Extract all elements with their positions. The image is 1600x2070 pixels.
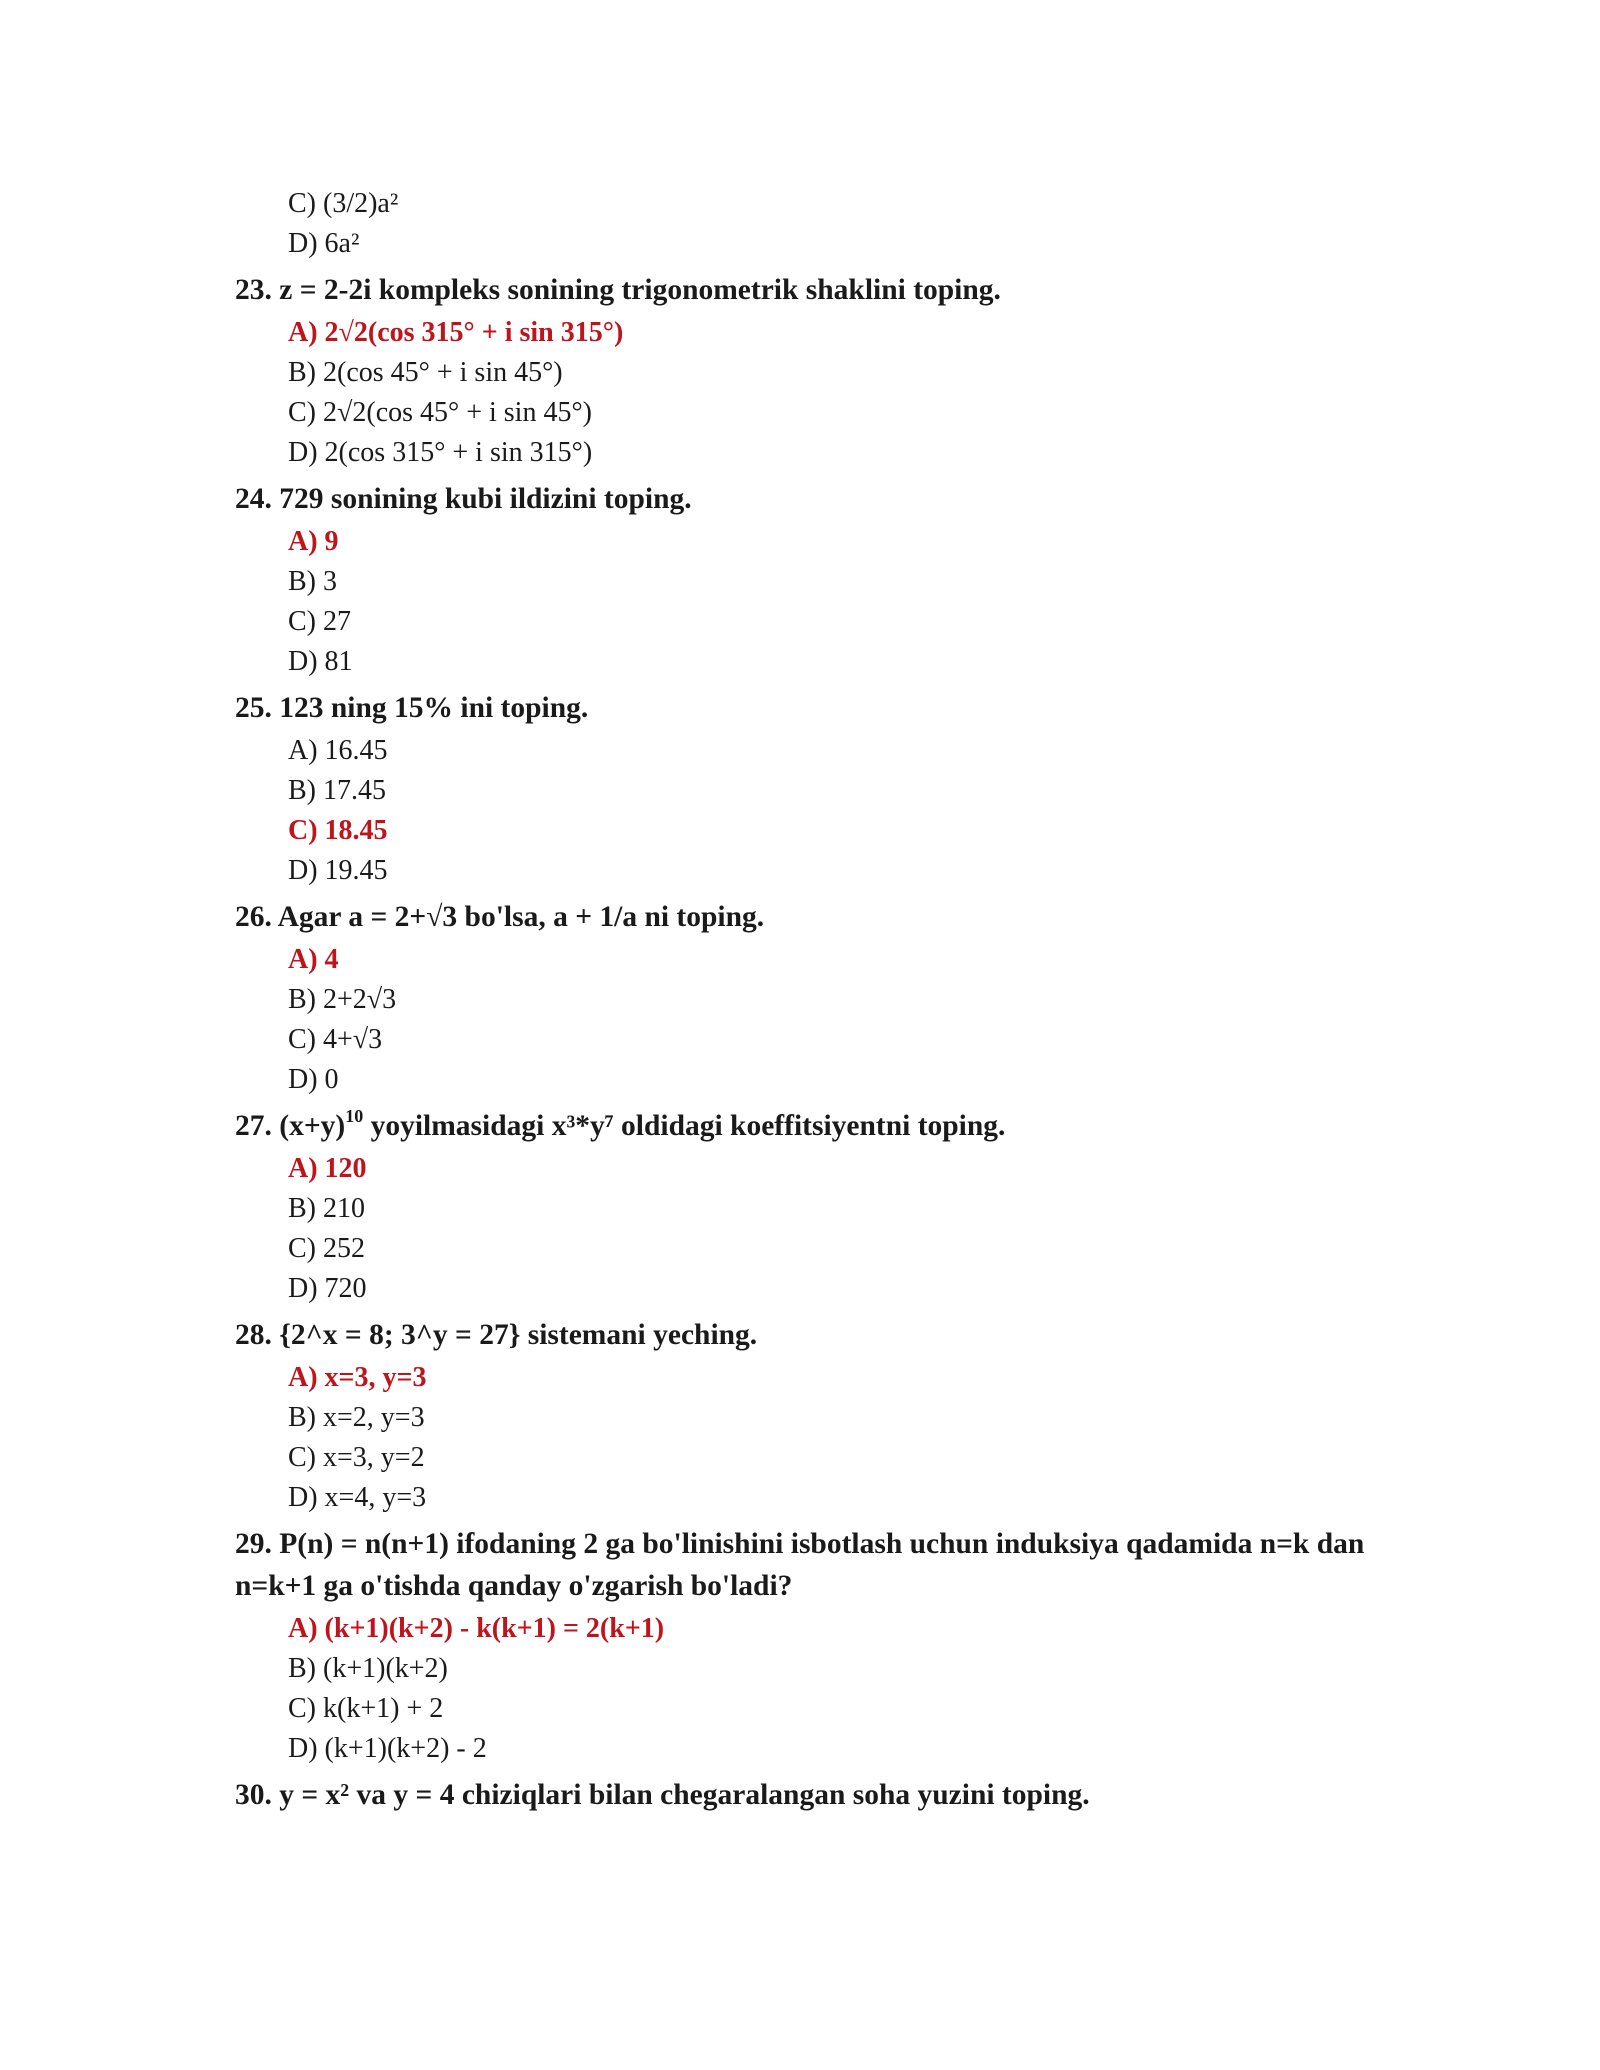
question-23-text bbox=[235, 269, 1365, 311]
question-text: 729 sonining kubi ildizini toping. bbox=[279, 483, 692, 515]
option-c: C) 4+√3 bbox=[288, 1024, 383, 1055]
option-d: D) 6a² bbox=[288, 228, 360, 259]
option-a: A) 16.45 bbox=[288, 735, 388, 766]
question-text: 123 ning 15% ini toping. bbox=[279, 692, 589, 724]
question-number: 28. bbox=[235, 1319, 272, 1351]
question-text: z = 2-2i kompleks sonining trigonometrik shaklini toping. bbox=[279, 274, 1001, 306]
option-d: D) 720 bbox=[288, 1273, 367, 1304]
question-24-text bbox=[235, 478, 1365, 520]
option-c: C) k(k+1) + 2 bbox=[288, 1693, 444, 1724]
question-number: 26. bbox=[235, 901, 272, 933]
option-c: C) x=3, y=2 bbox=[288, 1442, 425, 1473]
question-25-text bbox=[235, 687, 1365, 729]
question-number: 27. bbox=[235, 1110, 272, 1142]
question-number: 23. bbox=[235, 274, 272, 306]
exponent: 10 bbox=[345, 1106, 364, 1127]
question-text-start: (x+y) bbox=[279, 1110, 346, 1142]
option-b: B) 2+2√3 bbox=[288, 984, 397, 1015]
option-b: B) (k+1)(k+2) bbox=[288, 1653, 448, 1684]
option-c: C) (3/2)a² bbox=[288, 188, 399, 219]
question-29-text bbox=[235, 1523, 1365, 1607]
option-a-correct: A) x=3, y=3 bbox=[288, 1362, 427, 1393]
option-a-correct: A) 120 bbox=[288, 1153, 367, 1184]
question-text: Agar a = 2+√3 bo'lsa, a + 1/a ni toping. bbox=[277, 901, 765, 933]
option-b: B) x=2, y=3 bbox=[288, 1402, 425, 1433]
option-a-correct: A) (k+1)(k+2) - k(k+1) = 2(k+1) bbox=[288, 1613, 665, 1644]
question-30-text bbox=[235, 1774, 1365, 1816]
question-number: 29. bbox=[235, 1528, 272, 1560]
option-d: D) 81 bbox=[288, 646, 353, 677]
question-text: {2^x = 8; 3^y = 27} sistemani yeching. bbox=[279, 1319, 758, 1351]
question-28-text bbox=[235, 1314, 1365, 1356]
question-number: 25. bbox=[235, 692, 272, 724]
question-26-text bbox=[235, 896, 1365, 938]
option-a-correct: A) 4 bbox=[288, 944, 339, 975]
question-number: 24. bbox=[235, 483, 272, 515]
option-d: D) 2(cos 315° + i sin 315°) bbox=[288, 437, 593, 468]
question-text-end: yoyilmasidagi x³*y⁷ oldidagi koeffitsiyentni toping. bbox=[363, 1110, 1006, 1142]
option-c: C) 2√2(cos 45° + i sin 45°) bbox=[288, 397, 592, 428]
question-27-text bbox=[235, 1105, 1365, 1147]
option-a-correct: A) 9 bbox=[288, 526, 339, 557]
option-b: B) 17.45 bbox=[288, 775, 386, 806]
question-text: y = x² va y = 4 chiziqlari bilan chegaralangan soha yuzini toping. bbox=[279, 1779, 1090, 1811]
option-c: C) 252 bbox=[288, 1233, 365, 1264]
option-b: B) 210 bbox=[288, 1193, 365, 1224]
question-text: P(n) = n(n+1) ifodaning 2 ga bo'linishini isbotlash uchun induksiya qadamida n=k dan n=k+1 ga o'tishda qanday o'zgarish bo'ladi? bbox=[235, 1528, 1365, 1602]
option-b: B) 2(cos 45° + i sin 45°) bbox=[288, 357, 563, 388]
option-c: C) 27 bbox=[288, 606, 351, 637]
option-d: D) x=4, y=3 bbox=[288, 1482, 427, 1513]
option-a-correct: A) 2√2(cos 315° + i sin 315°) bbox=[288, 317, 624, 348]
option-b: B) 3 bbox=[288, 566, 337, 597]
option-d: D) 19.45 bbox=[288, 855, 388, 886]
question-list bbox=[235, 184, 1365, 1818]
option-d: D) (k+1)(k+2) - 2 bbox=[288, 1733, 487, 1764]
question-number: 30. bbox=[235, 1779, 272, 1811]
option-d: D) 0 bbox=[288, 1064, 339, 1095]
option-c-correct: C) 18.45 bbox=[288, 815, 388, 846]
